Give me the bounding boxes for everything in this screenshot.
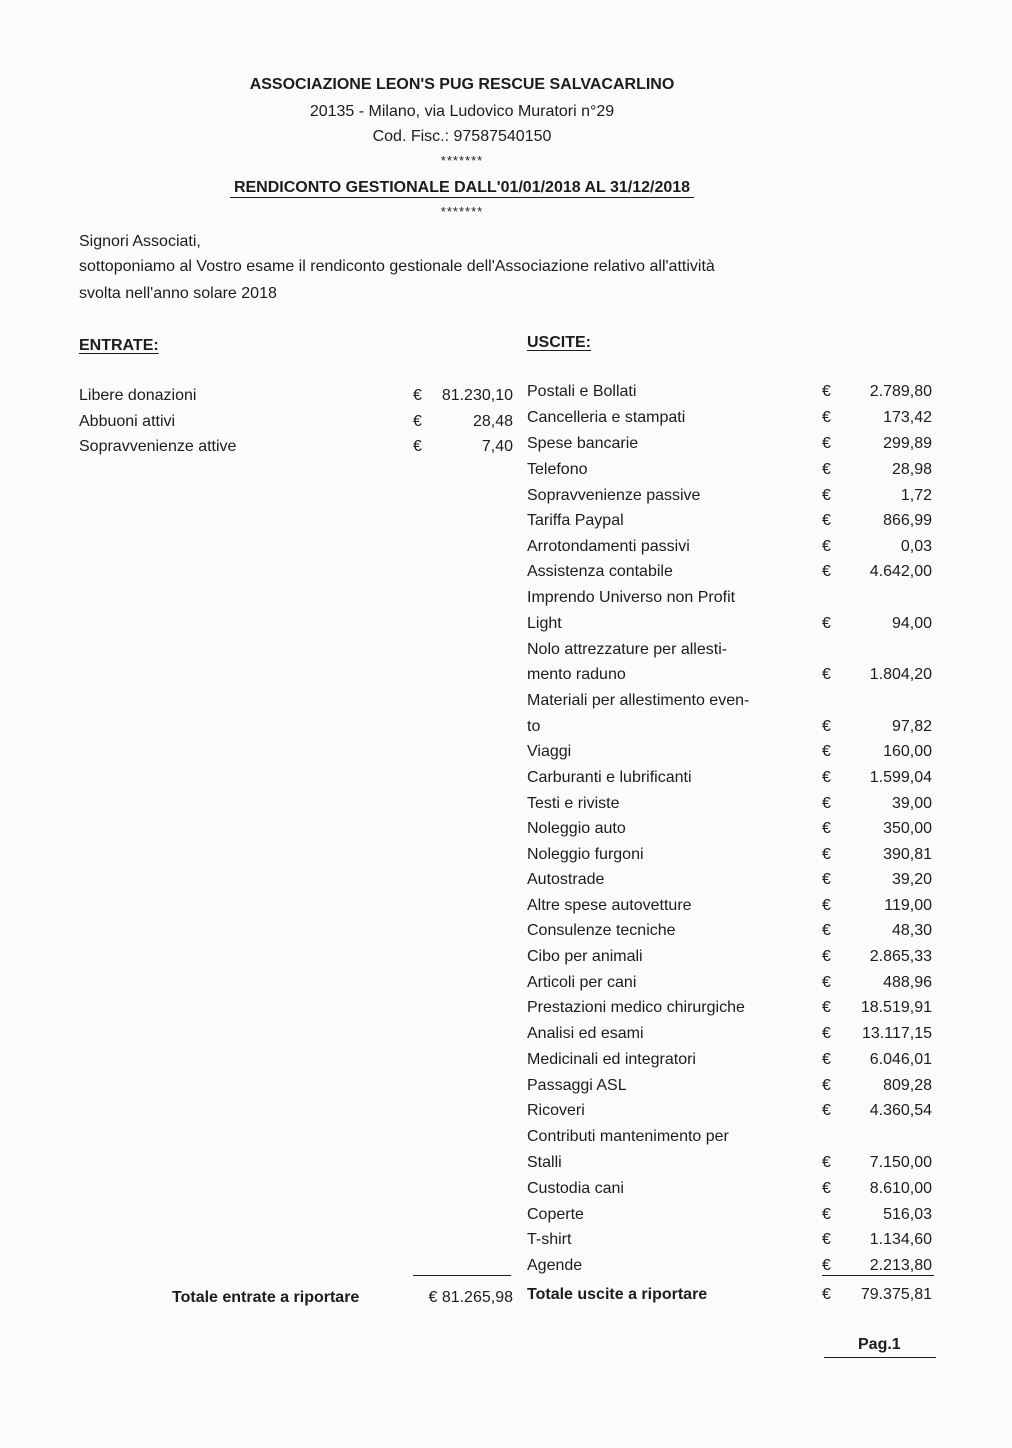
expense-item-amount: 6.046,01 [869, 1051, 932, 1068]
expense-item-amount: 160,00 [883, 743, 932, 760]
income-item-currency: € [413, 387, 422, 404]
expense-item-currency: € [822, 383, 831, 400]
income-title: ENTRATE: [79, 337, 159, 354]
expense-item-amount: 7.150,00 [869, 1154, 932, 1171]
income-item-currency: € [413, 413, 422, 430]
page-number-rule [824, 1357, 936, 1358]
expense-item-amount: 516,03 [883, 1206, 932, 1223]
expense-item-amount: 119,00 [884, 897, 932, 914]
income-total-amount: € 81.265,98 [428, 1289, 513, 1306]
expense-item-amount: 488,96 [883, 974, 932, 991]
income-total-rule [413, 1275, 511, 1276]
expense-item-currency: € [822, 769, 831, 786]
expense-item-currency: € [822, 1257, 831, 1274]
expense-item-label: Noleggio furgoni [527, 846, 644, 863]
expense-item-label-continued: to [527, 718, 541, 735]
expense-item-currency: € [822, 1025, 831, 1042]
expense-item-label: Spese bancarie [527, 435, 639, 452]
expense-item-label: Coperte [527, 1206, 584, 1223]
separator-top: ******* [440, 153, 484, 168]
expense-item-amount: 8.610,00 [869, 1180, 932, 1197]
expense-item-currency: € [822, 820, 831, 837]
expense-item-label: Autostrade [527, 871, 605, 888]
expense-item-currency: € [822, 512, 831, 529]
expenses-total-label: Totale uscite a riportare [527, 1286, 708, 1303]
expense-item-label: Passaggi ASL [527, 1077, 627, 1094]
expense-item-currency: € [822, 974, 831, 991]
expense-item-currency: € [822, 409, 831, 426]
association-name: ASSOCIAZIONE LEON'S PUG RESCUE SALVACARLINO [249, 76, 675, 93]
expense-item-label: Medicinali ed integratori [527, 1051, 696, 1068]
expense-item-amount: 1,72 [900, 487, 932, 504]
expense-item-label: Testi e riviste [527, 795, 620, 812]
expense-item-currency: € [822, 1231, 831, 1248]
income-item-amount: 7,40 [481, 438, 513, 455]
intro-greeting: Signori Associati, [79, 233, 201, 250]
expense-item-amount: 1.804,20 [869, 666, 932, 683]
expense-item-amount: 2.213,80 [869, 1257, 932, 1274]
expenses-total-rule [822, 1275, 934, 1276]
expense-item-label: Custodia cani [527, 1180, 624, 1197]
income-item-currency: € [413, 438, 422, 455]
expense-item-amount: 39,20 [891, 871, 932, 888]
expense-item-label: Consulenze tecniche [527, 922, 676, 939]
expense-item-amount: 1.599,04 [869, 769, 932, 786]
expense-item-label: Prestazioni medico chirurgiche [527, 999, 745, 1016]
expense-item-label: Contributi mantenimento per [527, 1128, 729, 1145]
expense-item-currency: € [822, 1154, 831, 1171]
expense-item-currency: € [822, 897, 831, 914]
expense-item-label: Cibo per animali [527, 948, 643, 965]
fiscal-code: Cod. Fisc.: 97587540150 [372, 128, 552, 145]
expense-item-label: T-shirt [527, 1231, 572, 1248]
expense-item-label: Viaggi [527, 743, 572, 760]
expense-item-label: Telefono [527, 461, 588, 478]
expenses-total-amount: 79.375,81 [860, 1286, 932, 1303]
expense-item-amount: 2.789,80 [869, 383, 932, 400]
expense-item-currency: € [822, 1051, 831, 1068]
expense-item-amount: 173,42 [883, 409, 932, 426]
income-item-label: Libere donazioni [79, 387, 197, 404]
income-item-amount: 28,48 [472, 413, 513, 430]
expense-item-currency: € [822, 615, 831, 632]
expense-item-currency: € [822, 795, 831, 812]
expense-item-amount: 48,30 [891, 922, 932, 939]
expense-item-amount: 94,00 [891, 615, 932, 632]
expense-item-currency: € [822, 948, 831, 965]
expense-item-label: Altre spese autovetture [527, 897, 692, 914]
expense-item-amount: 4.360,54 [869, 1102, 932, 1119]
expense-item-currency: € [822, 718, 831, 735]
expense-item-amount: 299,89 [883, 435, 932, 452]
expense-item-amount: 2.865,33 [869, 948, 932, 965]
intro-line-2: svolta nell'anno solare 2018 [79, 285, 277, 302]
expense-item-currency: € [822, 666, 831, 683]
expense-item-amount: 390,81 [883, 846, 932, 863]
expense-item-currency: € [822, 1180, 831, 1197]
expense-item-currency: € [822, 563, 831, 580]
income-item-label: Sopravvenienze attive [79, 438, 237, 455]
expense-item-amount: 866,99 [883, 512, 932, 529]
expense-item-amount: 809,28 [883, 1077, 932, 1094]
expense-item-amount: 350,00 [883, 820, 932, 837]
expense-item-currency: € [822, 1077, 831, 1094]
income-item-amount: 81.230,10 [441, 387, 513, 404]
expense-item-label: Materiali per allestimento even- [527, 692, 750, 709]
expense-item-label: Nolo attrezzature per allesti- [527, 641, 728, 658]
expense-item-label: Arrotondamenti passivi [527, 538, 690, 555]
expense-item-label: Cancelleria e stampati [527, 409, 686, 426]
income-item-label: Abbuoni attivi [79, 413, 176, 430]
expenses-title: USCITE: [527, 334, 591, 351]
expense-item-label: Carburanti e lubrificanti [527, 769, 692, 786]
report-title-text: RENDICONTO GESTIONALE DALL'01/01/2018 AL 31/12/2018 [230, 179, 694, 198]
expenses-total-currency: € [822, 1286, 831, 1303]
expense-item-currency: € [822, 461, 831, 478]
expense-item-currency: € [822, 1102, 831, 1119]
page-number: Pag.1 [858, 1336, 901, 1353]
expense-item-currency: € [822, 1206, 831, 1223]
expense-item-currency: € [822, 871, 831, 888]
expense-item-label-continued: Light [527, 615, 562, 632]
income-total-label: Totale entrate a riportare [172, 1289, 360, 1306]
expense-item-amount: 13.117,15 [862, 1025, 932, 1042]
expense-item-label: Imprendo Universo non Profit [527, 589, 736, 606]
expense-item-label: Sopravvenienze passive [527, 487, 701, 504]
intro-line-1: sottoponiamo al Vostro esame il rendiconto gestionale dell'Associazione relativo all'attività [79, 258, 715, 275]
separator-bottom: ******* [440, 204, 484, 219]
expense-item-currency: € [822, 743, 831, 760]
report-title [0, 179, 924, 197]
expense-item-label-continued: Stalli [527, 1154, 562, 1171]
expense-item-label-continued: mento raduno [527, 666, 626, 683]
expense-item-currency: € [822, 846, 831, 863]
expense-item-currency: € [822, 487, 831, 504]
expense-item-currency: € [822, 435, 831, 452]
expense-item-currency: € [822, 538, 831, 555]
association-address: 20135 - Milano, via Ludovico Muratori n°29 [309, 103, 615, 120]
expense-item-amount: 18.519,91 [860, 999, 932, 1016]
expense-item-currency: € [822, 922, 831, 939]
expense-item-label: Analisi ed esami [527, 1025, 644, 1042]
expense-item-label: Articoli per cani [527, 974, 637, 991]
expense-item-label: Tariffa Paypal [527, 512, 624, 529]
expense-item-label: Agende [527, 1257, 583, 1274]
expense-item-label: Noleggio auto [527, 820, 626, 837]
expense-item-amount: 97,82 [891, 718, 932, 735]
expense-item-amount: 28,98 [891, 461, 932, 478]
expense-item-label: Ricoveri [527, 1102, 585, 1119]
expense-item-amount: 39,00 [891, 795, 932, 812]
expense-item-amount: 0,03 [900, 538, 932, 555]
expense-item-label: Assistenza contabile [527, 563, 673, 580]
expense-item-label: Postali e Bollati [527, 383, 637, 400]
expense-item-amount: 4.642,00 [869, 563, 932, 580]
expense-item-amount: 1.134,60 [869, 1231, 932, 1248]
expense-item-currency: € [822, 999, 831, 1016]
